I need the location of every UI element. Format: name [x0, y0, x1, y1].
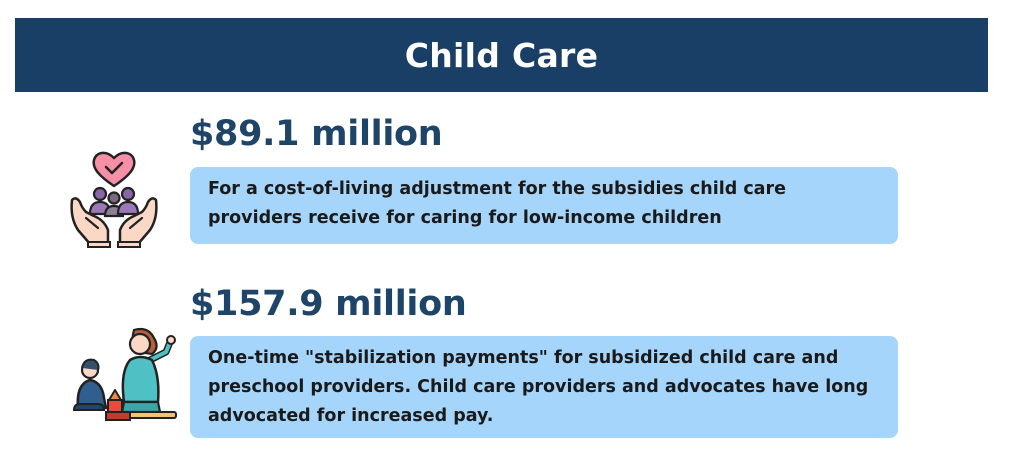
funding-amount: $157.9 million [190, 284, 467, 324]
header-banner [15, 18, 988, 92]
funding-item [0, 280, 1009, 450]
teacher-child-blocks-icon [68, 326, 178, 426]
funding-amount: $89.1 million [190, 114, 443, 154]
page-title: Child Care [404, 35, 599, 75]
funding-description: One-time "stabilization payments" for subsidized child care and preschool providers. Child care providers and advocates have long advocated for increased pay. [190, 336, 898, 438]
funding-description: For a cost-of-living adjustment for the subsidies child care providers receive for caring for low-income children [190, 167, 898, 244]
funding-item [0, 110, 1009, 255]
hands-family-heart-icon [64, 138, 164, 248]
